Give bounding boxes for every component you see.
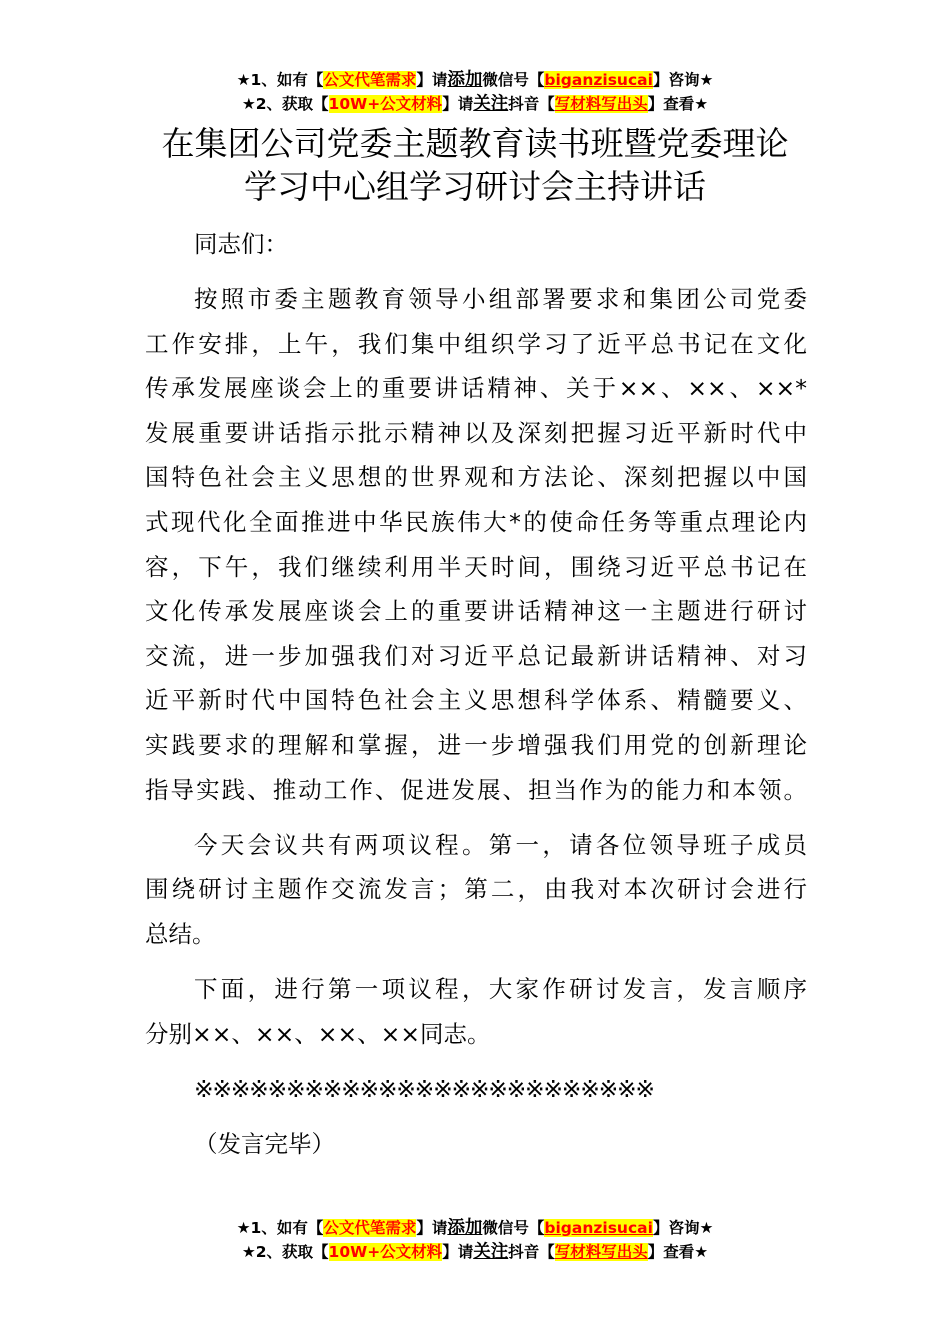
title-line: 学习中心组学习研讨会主持讲话 (244, 167, 706, 206)
text-line: 容，下午，我们继续利用半天时间，围绕习近平总书记在 (145, 552, 807, 581)
text-line: 今天会议共有两项议程。第一，请各位领导班子成员 (194, 830, 807, 859)
salutation: 同志们： (194, 230, 288, 258)
text-line: 工作安排，上午，我们集中组织学习了近平总书记在文化 (145, 329, 807, 358)
promo-highlight: 公文代笔需求 (323, 71, 417, 89)
title-line: 在集团公司党委主题教育读书班暨党委理论 (161, 124, 789, 163)
text-line: 传承发展座谈会上的重要讲话精神、关于××、××、××* (145, 374, 807, 403)
text-line: 围绕研讨主题作交流发言；第二，由我对本次研讨会进行 (145, 875, 807, 904)
text-line: 总结。 (145, 919, 216, 948)
promo-line-2: ★2、获取【10W+公文材料】请关注抖音【写材料写出头】查看★ (241, 1242, 709, 1262)
paragraph-2 (145, 823, 807, 957)
text-line: 国特色社会主义思想的世界观和方法论、深刻把握以中国 (145, 463, 807, 492)
promo-highlight: 10W+公文材料 (328, 1243, 443, 1261)
promo-emphasis: 关注 (473, 1242, 509, 1262)
douyin-account: 写材料写出头 (554, 1243, 648, 1261)
promo-line-2: ★2、获取【10W+公文材料】请关注抖音【写材料写出头】查看★ (241, 94, 709, 114)
promo-banner-bottom (0, 1216, 950, 1264)
text-line: 近平新时代中国特色社会主义思想科学体系、精髓要义、 (145, 686, 807, 715)
text-line: 发展重要讲话指示批示精神以及深刻把握习近平新时代中 (145, 418, 807, 447)
document-title (0, 122, 950, 208)
promo-highlight: 公文代笔需求 (323, 1219, 417, 1237)
wechat-id: biganzisucai (544, 71, 653, 89)
promo-emphasis: 添加 (447, 70, 483, 90)
closing-note: （发言完毕） (194, 1129, 335, 1158)
wechat-id: biganzisucai (544, 1219, 653, 1237)
separator: ※※※※※※※※※※※※※※※※※※※※※※※※※ (194, 1074, 654, 1103)
douyin-account: 写材料写出头 (554, 95, 648, 113)
text-line: 实践要求的理解和掌握，进一步增强我们用党的创新理论 (145, 731, 807, 760)
promo-line-1: ★1、如有【公文代笔需求】请添加微信号【biganzisucai】咨询★ (236, 70, 714, 90)
text-line: 下面，进行第一项议程，大家作研讨发言，发言顺序 (194, 975, 807, 1003)
promo-emphasis: 添加 (447, 1218, 483, 1238)
document-body (145, 222, 807, 1166)
paragraph-1 (145, 277, 807, 812)
paragraph-3 (145, 967, 807, 1056)
text-line: 式现代化全面推进中华民族伟大*的使命任务等重点理论内 (145, 508, 807, 537)
text-line: 指导实践、推动工作、促进发展、担当作为的能力和本领。 (145, 775, 807, 804)
promo-emphasis: 关注 (473, 94, 509, 114)
text-line: 分别××、××、××、××同志。 (145, 1019, 491, 1048)
text-line: 按照市委主题教育领导小组部署要求和集团公司党委 (194, 285, 807, 314)
text-line: 交流，进一步加强我们对习近平总记最新讲话精神、对习 (145, 641, 807, 670)
promo-highlight: 10W+公文材料 (328, 95, 443, 113)
text-line: 文化传承发展座谈会上的重要讲话精神这一主题进行研讨 (145, 597, 807, 626)
promo-banner-top (0, 68, 950, 116)
promo-line-1: ★1、如有【公文代笔需求】请添加微信号【biganzisucai】咨询★ (236, 1218, 714, 1238)
